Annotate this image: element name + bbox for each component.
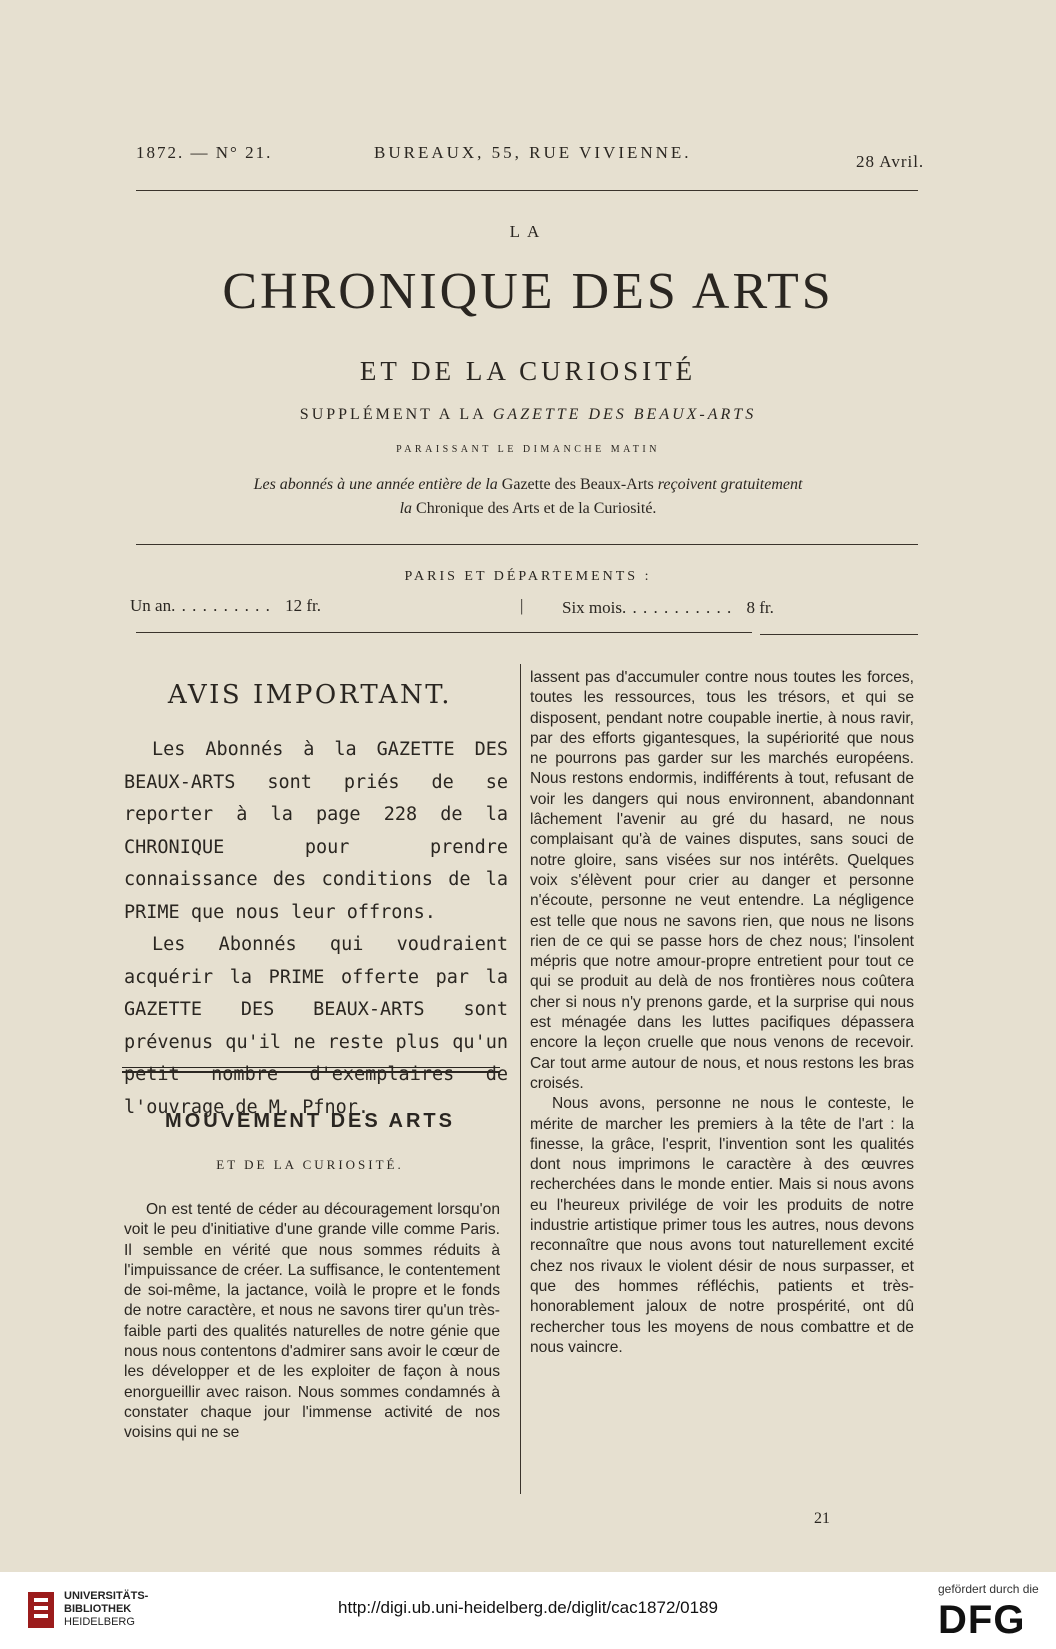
- pricing-rule-right: [760, 634, 918, 635]
- avis-heading: AVIS IMPORTANT.: [167, 680, 453, 710]
- supplement-line: [0, 406, 1056, 424]
- mouvement-subheading: ET DE LA CURIOSITÉ.: [216, 1157, 404, 1172]
- six-label: Six mois: [562, 598, 622, 617]
- notice-gazette: Gazette des Beaux-Arts: [501, 476, 654, 493]
- mouvement-heading: MOUVEMENT DES ARTS: [165, 1110, 455, 1132]
- funding-text: gefördert durch die: [938, 1582, 1039, 1596]
- masthead-article: LA: [509, 222, 547, 241]
- price-annual: [130, 596, 321, 616]
- notice-italic-3: la: [399, 500, 413, 517]
- subscriber-notice-line2: [0, 500, 1056, 518]
- pricing-heading: PARIS ET DÉPARTEMENTS :: [404, 569, 652, 584]
- issue-date: 28 Avril.: [856, 152, 925, 171]
- subscriber-notice-line1: [0, 476, 1056, 494]
- annual-label: Un an: [130, 596, 172, 615]
- mouvement-paragraph-1: On est tenté de céder au découragement lorsqu'on voit le peu d'initiative d'une grande ville comme Paris. Il semble en vérité que nous sommes réduits à l'impuissance de créer. La suffisance, le contentement de soi-même, la jactance, voilà le propre et le fonds de notre caractère, et nous ne savons tirer qu'un très-faible parti des qualités naturelles de notre génie que nous nous contentons d'admirer sans avoir le cœur de les développer et de les exploiter de façon à nous enorgueillir avec raison. Nous sommes condamnés à constater chaque jour l'immense activité de nos voisins qui ne se: [124, 1201, 500, 1442]
- page-number: 21: [814, 1510, 830, 1527]
- header-rule: [136, 190, 918, 191]
- digitization-footer: [0, 1572, 1056, 1649]
- avis-paragraph-2: Les Abonnés qui voudraient acquérir la PRIME offerte par la GAZETTE DES BEAUX-ARTS sont prévenus qu'il ne reste plus qu'un petit nombre d'exemplaires de l'ouvrage de M. Pfnor.: [124, 934, 508, 1118]
- office-address: BUREAUX, 55, RUE VIVIENNE.: [374, 143, 692, 162]
- annual-dots: . . . . . . . . . .: [171, 596, 271, 615]
- avis-paragraph-1: Les Abonnés à la GAZETTE DES BEAUX-ARTS sont priés de se reporter à la page 228 de la CHRONIQUE pour prendre connaissance des conditions de la PRIME que nous leur offrons.: [124, 739, 508, 923]
- section-rule: [122, 1067, 500, 1073]
- library-line-1: UNIVERSITÄTS-: [64, 1590, 149, 1602]
- masthead-title: CHRONIQUE DES ARTS: [222, 263, 834, 320]
- masthead-rule: [136, 544, 918, 545]
- right-paragraph-1: lassent pas d'accumuler contre nous toutes les forces, toutes les ressources, tous les trésors, et qui se disposent, pendant notre coupable inertie, à nous ravir, par des efforts gigantesques, la supériorité que nous ne pourrons pas garder sur les marchés européens. Nous restons endormis, indifférents à tout, refusant de voir les dangers qui nous environnent, abandonnant lâchement l'avenir au gré du hasard, ne nous complaisant qu'à de vaines disputes, sans souci de notre gloire, sans visées sur nos intérêts. Quelques voix s'élèvent pour crier au danger et personne n'écoute, personne ne veut entendre. La négligence est telle que nous ne savons rien, que nous ne lisons rien de ce qui se passe hors de chez nous; l'insolent mépris que notre amour-propre entretient pour tout ce qui se produit au delà de nos frontières nous coûtera cher si nous n'y prenons garde, et la surprise qui nous est ménagée dans les luttes pacifiques dépassera encore la leçon cruelle que nous venons de recevoir. Car tout arme autour de nous, et nous restons les bras croisés.: [530, 669, 914, 1092]
- library-seal-icon: [26, 1588, 60, 1632]
- library-line-2: BIBLIOTHEK: [64, 1603, 132, 1615]
- six-dots: . . . . . . . . . . .: [622, 598, 733, 617]
- column-divider: [520, 664, 521, 1494]
- mouvement-body: [124, 1200, 500, 1444]
- dfg-logo: DFG: [938, 1598, 1026, 1642]
- six-price: 8 fr.: [746, 598, 774, 617]
- right-paragraph-2: Nous avons, personne ne nous le conteste, le mérite de marcher les premiers à la tête de l'art : la finesse, la grâce, l'esprit, l'invention sont les qualités dont nous imprimons le caractère à des œuvres recherchées dans le monde entier. Mais si nous avons eu l'heureux privilége de voir les produits de notre industrie artistique primer tous les autres, nous devons reconnaître que nous avons tout naturellement excité chez nos rivaux le violent désir de nous surpasser, et que des hommes réfléchis, patients et très-honorablement jaloux de notre prospérité, ont dû rechercher tous les moyens de nous combattre et de nous vaincre.: [530, 1095, 914, 1356]
- masthead-subtitle: ET DE LA CURIOSITÉ: [359, 356, 697, 386]
- price-six-months: [562, 598, 774, 618]
- supplement-name: GAZETTE DES BEAUX-ARTS: [492, 406, 757, 423]
- library-line-3: HEIDELBERG: [64, 1616, 135, 1628]
- supplement-prefix: SUPPLÉMENT A LA: [299, 406, 486, 423]
- annual-price: 12 fr.: [285, 596, 321, 615]
- notice-italic-2: reçoivent gratuitement: [657, 476, 803, 493]
- right-column-body: [530, 668, 914, 1358]
- notice-chronique: Chronique des Arts et de la Curiosité.: [416, 500, 657, 517]
- library-name: [64, 1590, 148, 1629]
- publication-schedule: PARAISSANT LE DIMANCHE MATIN: [396, 444, 660, 455]
- source-url[interactable]: http://digi.ub.uni-heidelberg.de/diglit/cac1872/0189: [338, 1598, 718, 1617]
- pricing-rule-left: [136, 632, 752, 633]
- avis-body: [124, 734, 508, 1124]
- issue-number: 1872. — N° 21.: [136, 143, 273, 162]
- notice-italic-1: Les abonnés à une année entière de la: [253, 476, 498, 493]
- price-separator: |: [520, 596, 524, 615]
